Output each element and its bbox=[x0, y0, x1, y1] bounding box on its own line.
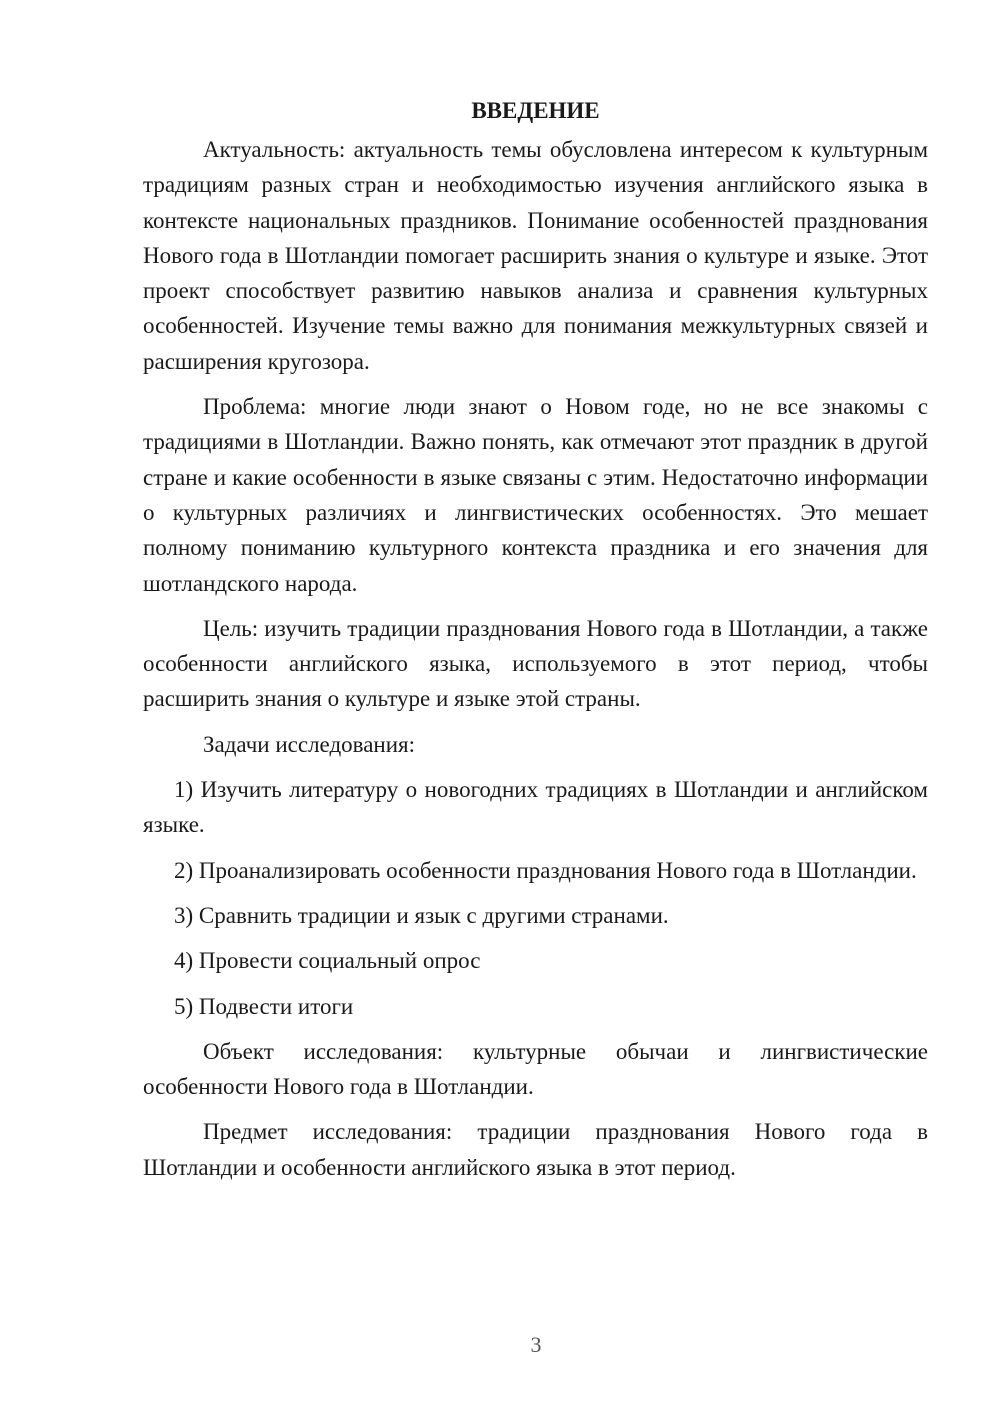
relevance-paragraph: Актуальность: актуальность темы обусловлена интересом к культурным традициям разных стран и необходимостью изучения английского языка в контексте национальных праздников. Понимание особенностей празднования Нового года в Шотландии помогает расширить знания о культуре и языке. Этот проект способствует развитию навыков анализа и сравнения культурных особенностей. Изучение темы важно для понимания межкультурных связей и расширения кругозора. bbox=[143, 137, 928, 374]
section-title: ВВЕДЕНИЕ bbox=[471, 98, 600, 123]
tasks-heading: Задачи исследования: bbox=[203, 731, 416, 757]
problem-paragraph: Проблема: многие люди знают о Новом годе, но не все знакомы с традициями в Шотландии. Важно понять, как отмечают этот праздник в другой стране и какие особенности в языке связаны с этим. Недостаточно информации о культурных различиях и лингвистических особенностях. Это мешает полному пониманию культурного контекста праздника и его значения для шотландского народа. bbox=[143, 394, 928, 596]
page-content bbox=[143, 93, 928, 1195]
subject-paragraph: Предмет исследования: традиции празднования Нового года в Шотландии и особенности английского языка в этот период. bbox=[143, 1119, 928, 1180]
task-item-1: 1) Изучить литературу о новогодних традициях в Шотландии и английском языке. bbox=[143, 777, 928, 838]
task-item-3: 3) Сравнить традиции и язык с другими странами. bbox=[174, 902, 669, 928]
object-paragraph: Объект исследования: культурные обычаи и лингвистические особенности Нового года в Шотландии. bbox=[143, 1038, 928, 1100]
task-item-5: 5) Подвести итоги bbox=[174, 993, 354, 1019]
goal-paragraph: Цель: изучить традиции празднования Нового года в Шотландии, а также особенности английского языка, используемого в этот период, чтобы расширить знания о культуре и языке этой страны. bbox=[143, 615, 928, 712]
task-item-2: 2) Проанализировать особенности празднования Нового года в Шотландии. bbox=[174, 857, 917, 883]
page-number: 3 bbox=[530, 1332, 542, 1357]
task-item-4: 4) Провести социальный опрос bbox=[174, 948, 481, 974]
